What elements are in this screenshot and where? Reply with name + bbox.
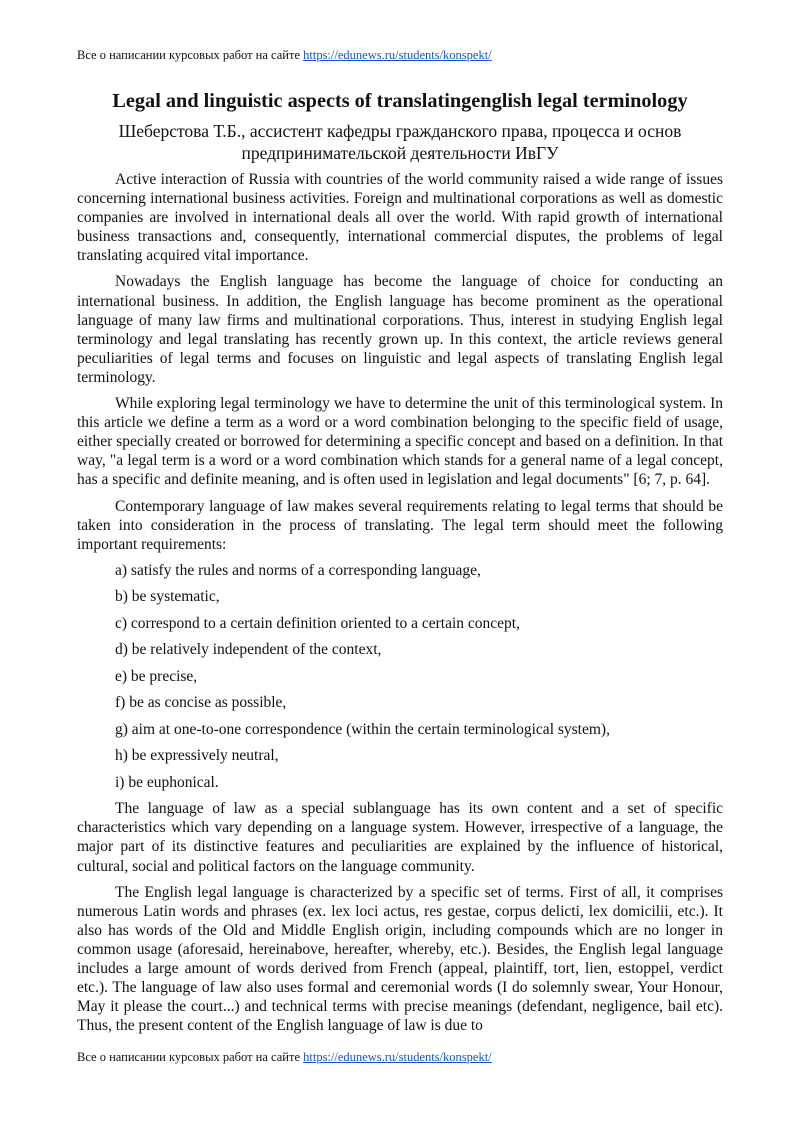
paragraph: Active interaction of Russia with countries of the world community raised a wide range of issues concerning international business activities. Foreign and multinational corporations as well as domestic companies are involved in international deals all over the world. With rapid growth of international business transactions and, consequently, international commercial disputes, the problems of legal translating acquired vital importance. (77, 171, 723, 265)
list-item: d) be relatively independent of the context, (115, 641, 382, 659)
paragraph: Nowadays the English language has become the language of choice for conducting an international business. In addition, the English language has become prominent as the operational language of many law firms and multinational corporations. Thus, interest in studying English legal terminology and legal translating has recently grown up. In this context, the article reviews general peculiarities of legal terms and focuses on linguistic and legal aspects of translating English legal terminology. (77, 273, 723, 386)
paragraph: While exploring legal terminology we have to determine the unit of this terminological system. In this article we define a term as a word or a word combination belonging to the specific field of usage, either specially created or borrowed for determining a specific concept and based on a definition. In that way, "a legal term is a word or a word combination which stands for a general name of a legal concept, has a specific and definite meaning, and is often used in legislation and legal documents" [6; 7, p. 64]. (77, 395, 724, 489)
list-item: b) be systematic, (115, 588, 220, 606)
document-body (77, 170, 723, 1042)
requirements-list (77, 561, 723, 792)
footer-text: Все о написании курсовых работ на сайте (77, 1050, 304, 1064)
list-item: i) be euphonical. (115, 773, 219, 791)
page-header (77, 47, 492, 63)
list-item: h) be expressively neutral, (115, 747, 279, 765)
document-title: Legal and linguistic aspects of translatingenglish legal terminology (112, 90, 688, 112)
list-item: g) aim at one-to-one correspondence (within the certain terminological system), (115, 720, 610, 738)
header-text: Все о написании курсовых работ на сайте (77, 48, 304, 62)
author-line: Шеберстова Т.Б., ассистент кафедры гражданского права, процесса и основ предпринимательской деятельности ИвГУ (118, 121, 682, 163)
header-link[interactable]: https://edunews.ru/students/konspekt/ (303, 48, 492, 62)
paragraph: The English legal language is characterized by a specific set of terms. First of all, it comprises numerous Latin words and phrases (ex. lex loci actus, res gestae, corpus delicti, lex domicilii, etc.). It also has words of the Old and Middle English origin, including compounds which are no longer in common usage (aforesaid, hereinabove, hereafter, whereby, etc.). Besides, the English legal language includes a large amount of words derived from French (appeal, plaintiff, tort, lien, estoppel, verdict etc.). The language of law also uses formal and ceremonial words (I do solemnly swear, Your Honour, May it please the court...) and technical terms with precise meanings (defendant, negligence, bail etc). Thus, the present content of the English language of law is due to (77, 883, 723, 1035)
list-item: f) be as concise as possible, (115, 694, 287, 712)
paragraph: Contemporary language of law makes several requirements relating to legal terms that should be taken into consideration in the process of translating. The legal term should meet the following important requirements: (77, 497, 723, 553)
page-footer (77, 1049, 492, 1065)
paragraph: The language of law as a special sublanguage has its own content and a set of specific characteristics which vary depending on a language system. However, irrespective of a language, the major part of its distinctive features and peculiarities are explained by the influence of historical, cultural, social and political factors on the language community. (77, 800, 723, 875)
footer-link[interactable]: https://edunews.ru/students/konspekt/ (303, 1050, 492, 1064)
list-item: e) be precise, (115, 667, 198, 685)
list-item: c) correspond to a certain definition oriented to a certain concept, (115, 614, 520, 632)
list-item: a) satisfy the rules and norms of a corresponding language, (115, 561, 481, 579)
